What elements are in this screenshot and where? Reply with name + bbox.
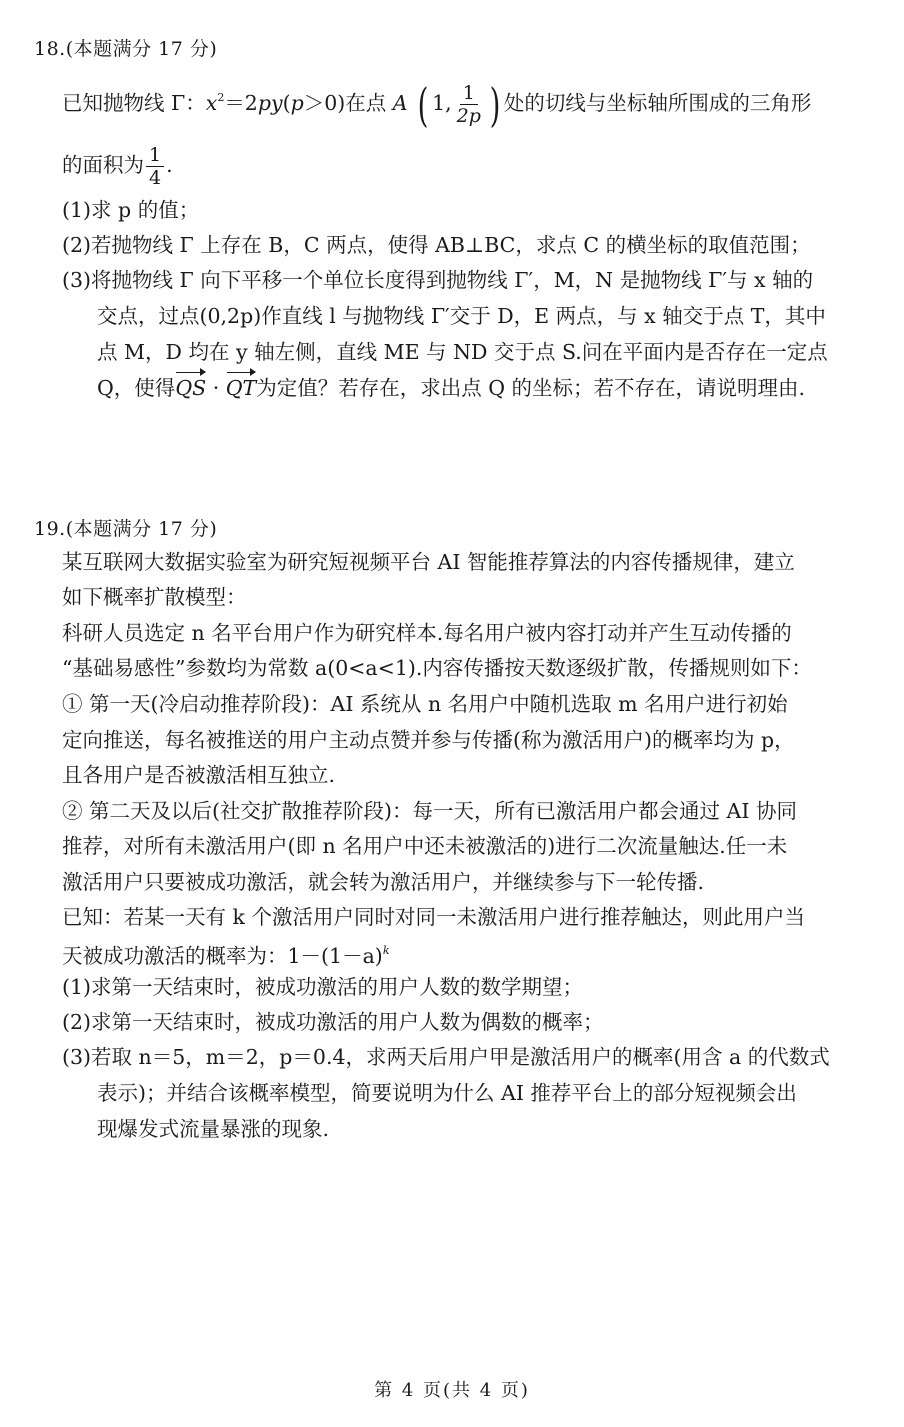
q19-line10: 激活用户只要被成功激活，就会转为激活用户，并继续参与下一轮传播. [62,870,705,894]
q19-part1: (1)求第一天结束时，被成功激活的用户人数的数学期望； [62,975,584,999]
q19-part3-line2: 表示)；并结合该概率模型，简要说明为什么 AI 推荐平台上的部分短视频会出 [97,1081,797,1105]
q18-stem-text-a: 已知抛物线 Γ： [62,91,206,115]
q18-area-text: 的面积为 [62,153,144,177]
q19-line7: 且各用户是否被激活相互独立. [62,763,336,787]
q18-heading: 18.(本题满分 17 分) [34,38,218,60]
q19-line4: “基础易感性”参数均为常数 a(0<a<1).内容传播按天数逐级扩散，传播规则如下： [62,656,812,680]
q19-line8: ② 第二天及以后(社交扩散推荐阶段)：每一天，所有已激活用户都会通过 AI 协同 [62,799,797,823]
q18-point-fraction [454,82,484,127]
q18-stem-line1 [62,77,812,132]
q18-part3-line2: 交点，过点(0,2p)作直线 l 与抛物线 Γ′交于 D，E 两点，与 x 轴交于点 T，其中 [97,304,826,328]
left-paren: ( [417,77,429,132]
vector-qt: QT [225,376,257,400]
q18-stem-text-c: 处的切线与坐标轴所围成的三角形 [503,91,812,115]
q19-part2: (2)求第一天结束时，被成功激活的用户人数为偶数的概率； [62,1010,604,1034]
q19-line6: 定向推送，每名被推送的用户主动点赞并参与传播(称为激活用户)的概率均为 p， [62,728,795,752]
q19-line12-text: 天被成功激活的概率为：1－(1－a) [62,944,383,968]
q19-line12 [62,937,389,970]
q18-frac-numerator: 1 [460,82,478,105]
q18-part3-line3: 点 M，D 均在 y 轴左侧，直线 ME 与 ND 交于点 S.问在平面内是否存在一定点 [97,340,828,364]
q19-line9: 推荐，对所有未激活用户(即 n 名用户中还未被激活的)进行二次流量触达.任一未 [62,834,788,858]
q18-part3-line4-b: 为定值？若存在，求出点 Q 的坐标；若不存在，请说明理由. [256,376,806,400]
q18-area-fraction [146,144,164,189]
q18-point-x: 1, [432,91,452,115]
q19-line2: 如下概率扩散模型： [62,585,247,609]
q19-line5: ① 第一天(冷启动推荐阶段)：AI 系统从 n 名用户中随机选取 m 名用户进行初始 [62,692,788,716]
page-footer: 第 4 页(共 4 页) [374,1380,530,1401]
q19-heading: 19.(本题满分 17 分) [34,518,218,540]
q18-area-denominator: 4 [149,167,162,189]
period: . [166,153,173,177]
q19-line1: 某互联网大数据实验室为研究短视频平台 AI 智能推荐算法的内容传播规律，建立 [62,550,795,574]
q18-stem-text-b: 在点 [345,91,387,115]
q19-part3-line3: 现爆发式流量暴涨的现象. [97,1117,330,1141]
q18-part3-line4: Q，使得QS · QT为定值？若存在，求出点 Q 的坐标；若不存在，请说明理由. [97,376,806,400]
q18-stem-line2 [62,144,173,189]
q18-part1: (1)求 p 的值； [62,198,200,222]
q19-part3-line1: (3)若取 n＝5，m＝2，p＝0.4，求两天后用户甲是激活用户的概率(用含 a 的代数式 [62,1045,830,1069]
q18-parabola-eq: $x^2=2py(p>0)$ [205,91,346,115]
q18-part3-line1: (3)将抛物线 Γ 向下平移一个单位长度得到抛物线 Γ′，M，N 是抛物线 Γ′与 x 轴的 [62,268,814,292]
q19-line3: 科研人员选定 n 名平台用户作为研究样本.每名用户被内容打动并产生互动传播的 [62,621,792,645]
vector-qs: QS [175,376,207,400]
q18-area-numerator: 1 [146,144,164,167]
q18-point-label: A [392,91,408,115]
q18-frac-denominator: 2p [456,105,481,127]
q18-part3-line4-a: Q，使得 [97,376,176,400]
q19-exponent: k [382,944,390,957]
q18-part2: (2)若抛物线 Γ 上存在 B，C 两点，使得 AB⊥BC，求点 C 的横坐标的取值范围； [62,233,811,257]
right-paren: ) [489,77,501,132]
q19-line11: 已知：若某一天有 k 个激活用户同时对同一未激活用户进行推荐触达，则此用户当 [62,905,805,929]
